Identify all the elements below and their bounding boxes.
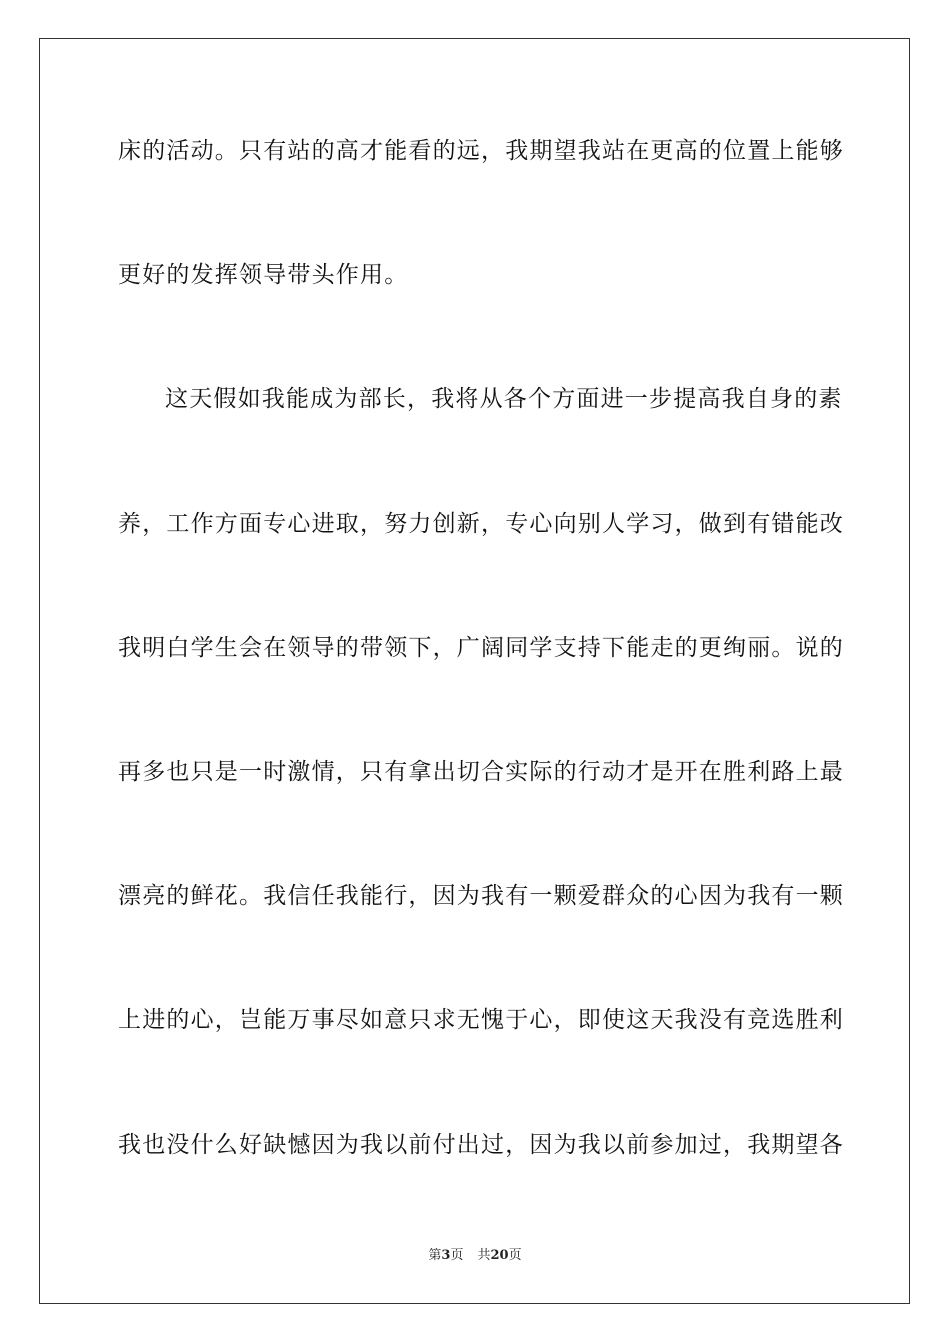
total-label-prefix: 共: [477, 1248, 491, 1263]
page-number: 3: [441, 1248, 451, 1263]
body-text-line-2: 更好的发挥领导带头作用。: [118, 262, 409, 288]
body-text-line-8: 上进的心，岂能万事尽如意只求无愧于心，即使这天我没有竞选胜利: [118, 1007, 844, 1033]
page-label-prefix: 第: [428, 1248, 442, 1263]
body-text-line-6: 再多也只是一时激情，只有拿出切合实际的行动才是开在胜利路上最: [118, 759, 844, 785]
body-text-line-5: 我明白学生会在领导的带领下，广阔同学支持下能走的更绚丽。说的: [118, 635, 844, 661]
page-border: [39, 38, 910, 1304]
page-label-suffix: 页: [450, 1248, 464, 1263]
body-text-line-7: 漂亮的鲜花。我信任我能行，因为我有一颗爱群众的心因为我有一颗: [118, 883, 844, 909]
page-footer: [0, 1247, 950, 1265]
total-pages: 20: [490, 1248, 509, 1263]
body-text-line-9: 我也没什么好缺憾因为我以前付出过，因为我以前参加过，我期望各: [118, 1132, 844, 1158]
body-text-line-3: 这天假如我能成为部长，我将从各个方面进一步提高我自身的素: [165, 386, 843, 412]
body-text-line-1: 床的活动。只有站的高才能看的远，我期望我站在更高的位置上能够: [118, 138, 844, 164]
body-text-line-4: 养，工作方面专心进取，努力创新，专心向别人学习，做到有错能改: [118, 511, 844, 537]
total-label-suffix: 页: [508, 1248, 522, 1263]
